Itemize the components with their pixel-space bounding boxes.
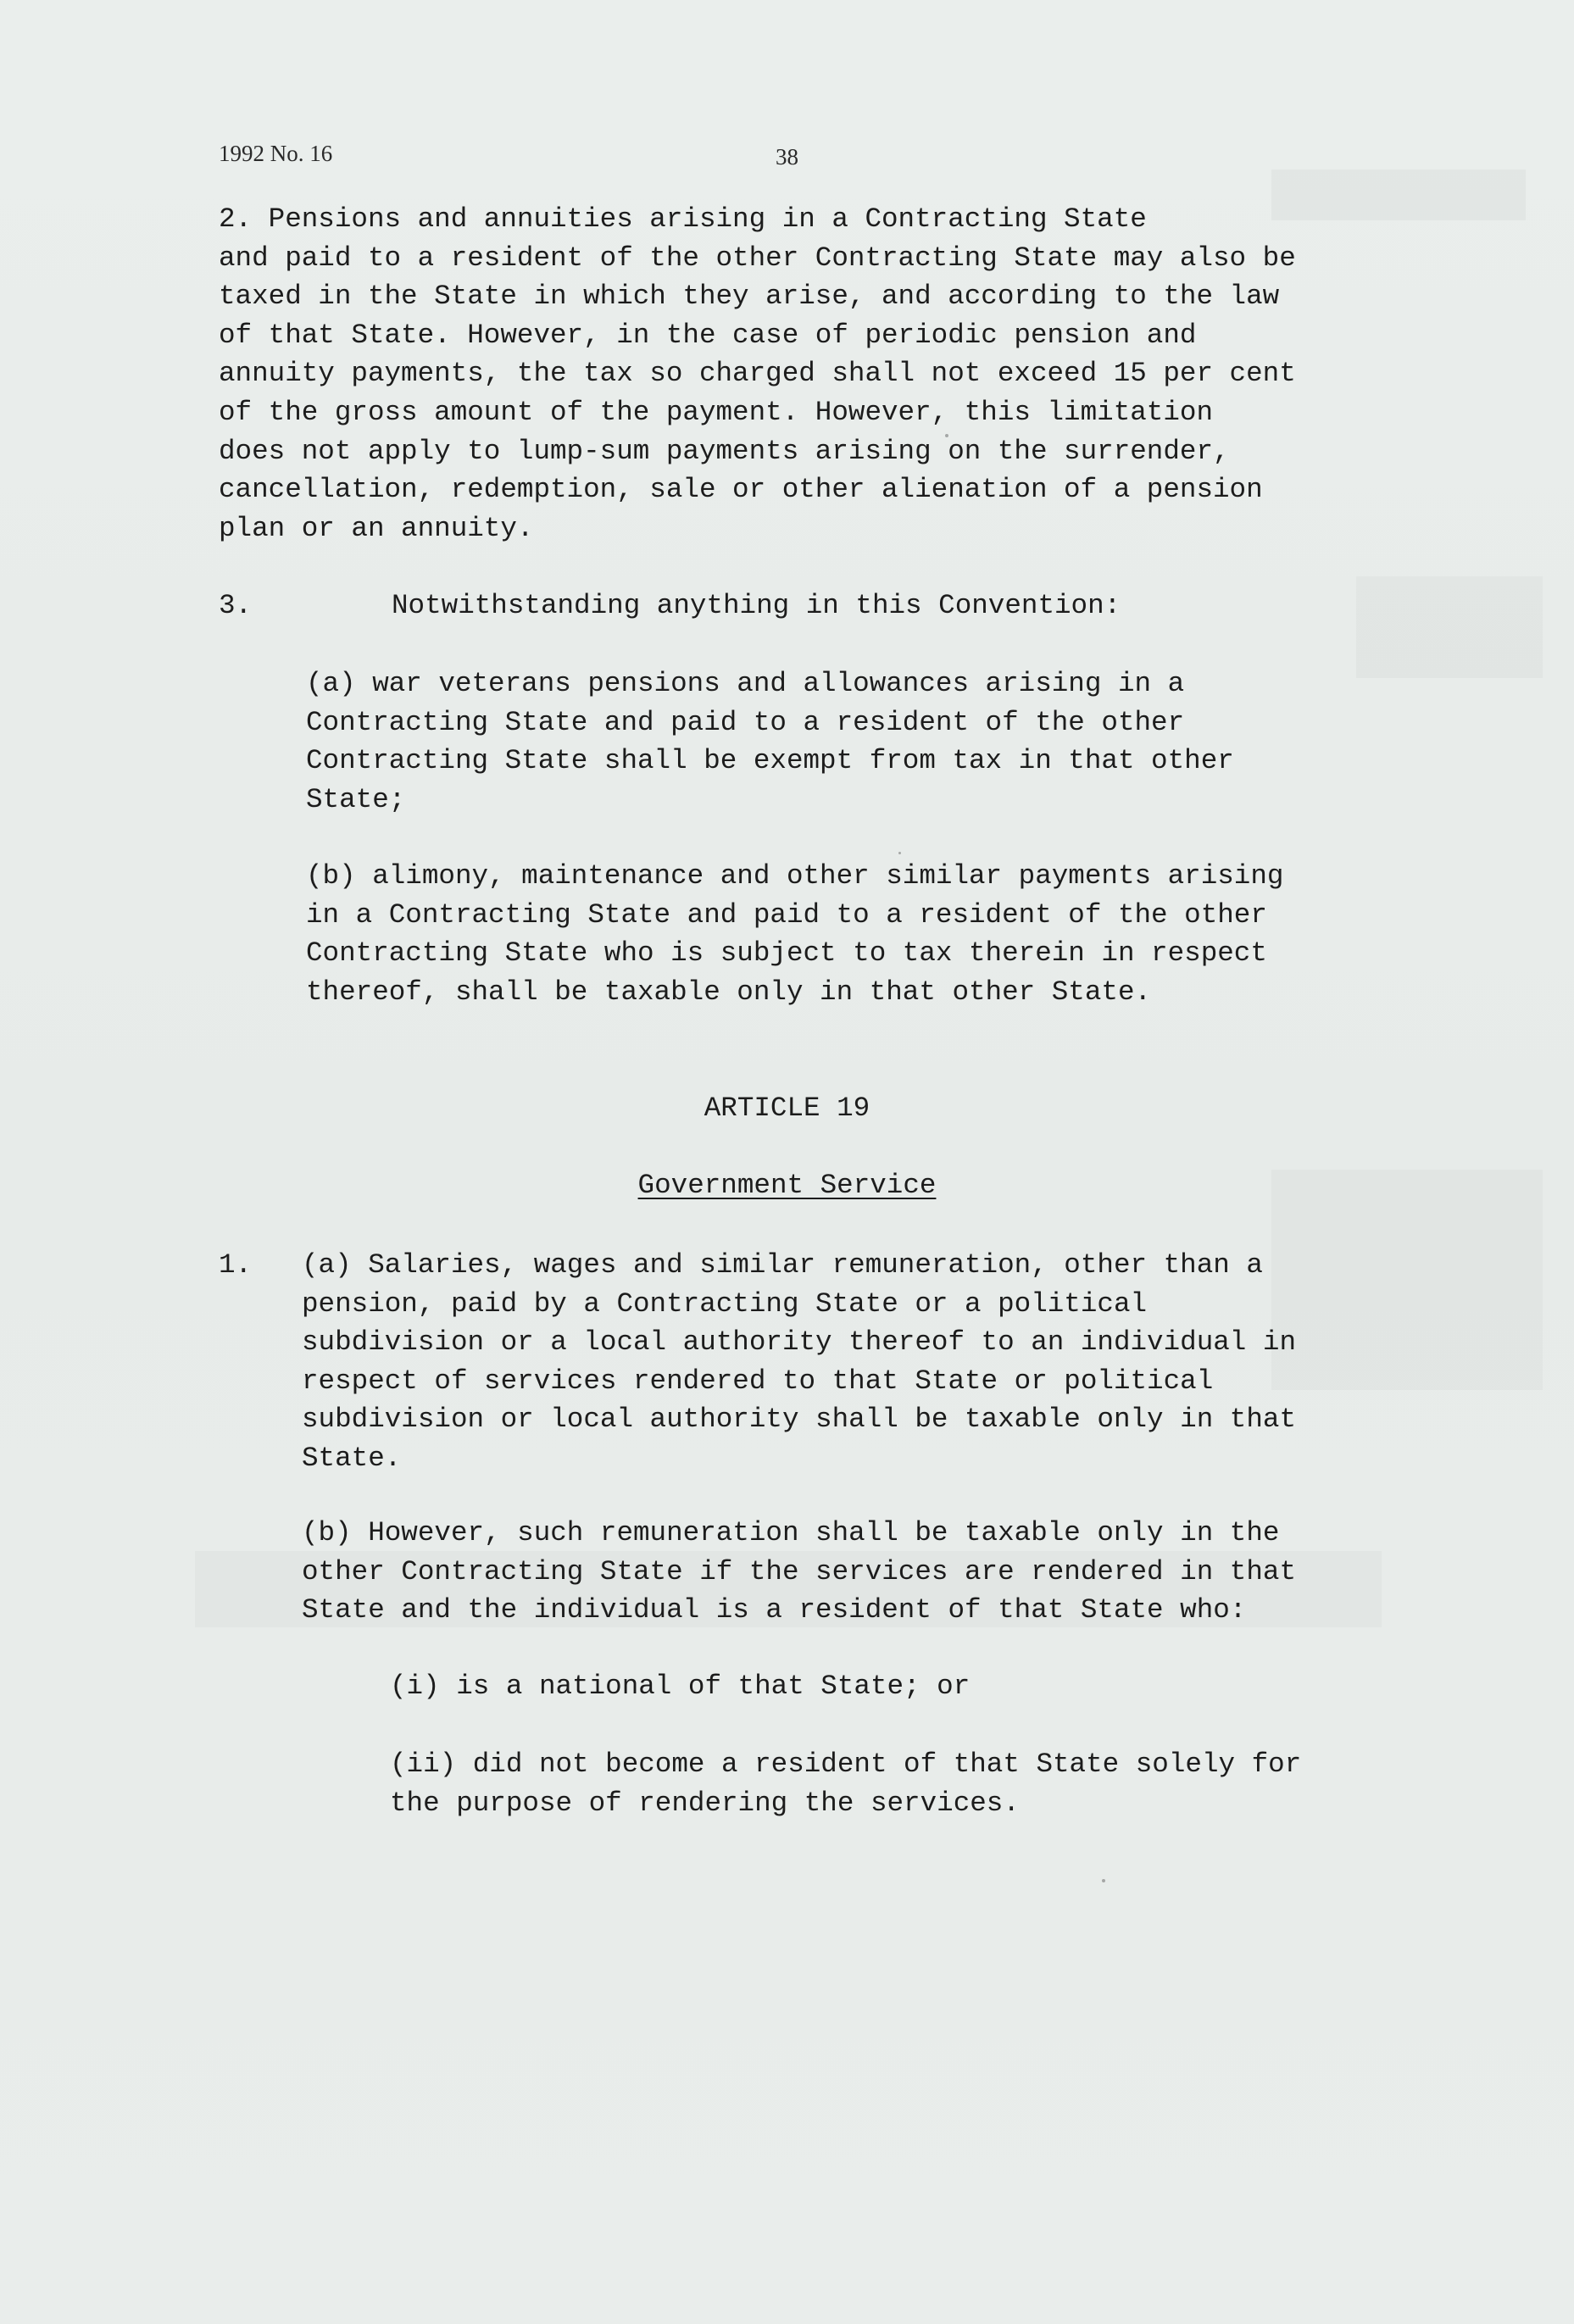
text-line: of that State. However, in the case of periodic pension and <box>219 319 1197 351</box>
text-line: (ii) did not become a resident of that State solely for <box>390 1749 1302 1780</box>
text-line: other Contracting State if the services are rendered in that <box>302 1555 1297 1587</box>
text-line: cancellation, redemption, sale or other alienation of a pension <box>219 474 1263 506</box>
text-line: (i) is a national of that State; or <box>390 1671 971 1702</box>
text-line: subdivision or a local authority thereof to an individual in <box>302 1326 1297 1359</box>
text-line: the purpose of rendering the services. <box>390 1787 1020 1819</box>
text-line: subdivision or local authority shall be taxable only in that <box>302 1404 1297 1436</box>
text-line: Contracting State who is subject to tax therein in respect <box>306 937 1267 970</box>
text-line: (a) Salaries, wages and similar remuneration, other than a <box>302 1249 1263 1281</box>
article-paragraph-1-item-b <box>302 1514 1296 1630</box>
article-heading: ARTICLE 19 <box>704 1093 870 1124</box>
paragraph-number: 3. <box>219 590 253 621</box>
paragraph-lead-text: Notwithstanding anything in this Convention: <box>392 590 1121 621</box>
text-line: taxed in the State in which they arise, and according to the law <box>219 281 1280 313</box>
article-title-text: Government Service <box>637 1170 937 1201</box>
show-through-shadow <box>1356 576 1543 678</box>
article-title <box>0 1166 1574 1205</box>
paragraph-3-lead <box>219 587 1121 625</box>
text-line: Contracting State shall be exempt from tax in that other <box>306 745 1234 777</box>
article-paragraph-1-item-a <box>302 1246 1296 1478</box>
text-line: pension, paid by a Contracting State or a political <box>302 1287 1148 1320</box>
act-citation: 1992 No. 16 <box>219 141 333 166</box>
speck <box>898 852 901 854</box>
text-line: annuity payments, the tax so charged shall not exceed 15 per cent <box>219 358 1296 390</box>
speck <box>1102 1879 1105 1882</box>
text-line: State and the individual is a resident of that State who: <box>302 1594 1247 1626</box>
text-line: Contracting State and paid to a resident of the other <box>306 706 1185 738</box>
article-paragraph-number: 1. <box>219 1249 253 1281</box>
text-line: (b) alimony, maintenance and other similar payments arising <box>306 860 1284 892</box>
text-line: 2. Pensions and annuities arising in a Contracting State <box>219 203 1147 235</box>
paragraph-3-item-a <box>306 664 1234 819</box>
text-line: respect of services rendered to that State or political <box>302 1365 1214 1397</box>
article-paragraph-1-item-b-ii <box>390 1745 1301 1822</box>
article-paragraph-1-item-b-i <box>390 1667 970 1706</box>
text-line: of the gross amount of the payment. However, this limitation <box>219 396 1214 428</box>
paragraph-3-item-b <box>306 857 1283 1011</box>
paragraph-2 <box>219 200 1296 548</box>
show-through-shadow <box>1271 170 1526 220</box>
text-line: State; <box>306 783 406 815</box>
text-line: (b) However, such remuneration shall be taxable only in the <box>302 1517 1280 1548</box>
text-line: thereof, shall be taxable only in that other State. <box>306 976 1152 1008</box>
page-number: 38 <box>776 144 798 170</box>
text-line: plan or an annuity. <box>219 512 534 544</box>
text-line: (a) war veterans pensions and allowances arising in a <box>306 668 1185 699</box>
text-line: in a Contracting State and paid to a resident of the other <box>306 898 1267 931</box>
text-line: does not apply to lump-sum payments arising on the surrender, <box>219 435 1230 467</box>
text-line: State. <box>302 1442 402 1474</box>
text-line: and paid to a resident of the other Contracting State may also be <box>219 242 1296 274</box>
